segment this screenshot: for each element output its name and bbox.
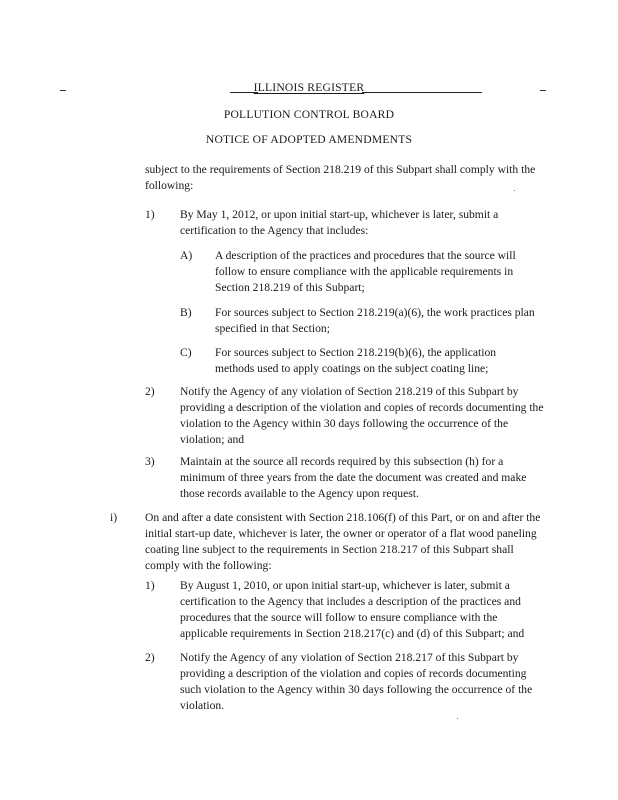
register-title: ILLINOIS REGISTER — [253, 81, 365, 94]
item1-text: By May 1, 2012, or upon initial start-up, whichever is later, submit a certification to the Agency that includes: — [180, 208, 499, 237]
subitem-c-text: For sources subject to Section 218.219(b)(6), the application methods used to apply coatings on the subject coating line; — [215, 346, 497, 375]
section-i-item2-marker: 2) — [145, 651, 155, 664]
subitem-b-text: For sources subject to Section 218.219(a)(6), the work practices plan specified in that Section; — [215, 306, 535, 335]
notice-title: NOTICE OF ADOPTED AMENDMENTS — [205, 133, 413, 146]
subitem-a-marker: A) — [180, 249, 193, 262]
subitem-b-marker: B) — [180, 306, 192, 319]
section-i-item1-marker: 1) — [145, 579, 155, 592]
intro-paragraph: subject to the requirements of Section 218.219 of this Subpart shall comply with the following: — [145, 163, 536, 192]
subitem-c-marker: C) — [180, 346, 192, 359]
board-name: POLLUTION CONTROL BOARD — [223, 108, 395, 121]
item2-marker: 2) — [145, 385, 155, 398]
item2-text: Notify the Agency of any violation of Section 218.219 of this Subpart by providing a description of the violation and copies of records documenting the violation to the Agency within 30 days following the occurrence of the violation; and — [180, 385, 544, 446]
item1-marker: 1) — [145, 208, 155, 221]
item3-text: Maintain at the source all records required by this subsection (h) for a minimum of three years from the date the document was created and make those records available to the Agency upon request. — [180, 455, 527, 500]
item3-marker: 3) — [145, 455, 155, 468]
subitem-a-text: A description of the practices and procedures that the source will follow to ensure compliance with the applicable requirements in Section 218.219 of this Subpart; — [215, 249, 516, 294]
scan-speck — [514, 190, 515, 191]
scan-speck — [457, 718, 458, 719]
register-title-line — [0, 80, 618, 96]
section-i-item2-text: Notify the Agency of any violation of Section 218.217 of this Subpart by providing a description of the violation and copies of records documenting such violation to the Agency within 30 days following the occurrence of the violation. — [180, 651, 533, 712]
section-i-item1-text: By August 1, 2010, or upon initial start-up, whichever is later, submit a certification to the Agency that includes a description of the practices and procedures that the source will follow to ensure compliance with the applicable requirements in Section 218.217(c) and (d) of this Subpart; and — [180, 579, 525, 640]
section-i-text: On and after a date consistent with Section 218.106(f) of this Part, or on and after the initial start-up date, whichever is later, the owner or operator of a flat wood paneling coating line subject to the requirements in Section 218.217 of this Subpart shall comply with the following: — [145, 511, 541, 572]
section-i-marker: i) — [110, 511, 118, 524]
